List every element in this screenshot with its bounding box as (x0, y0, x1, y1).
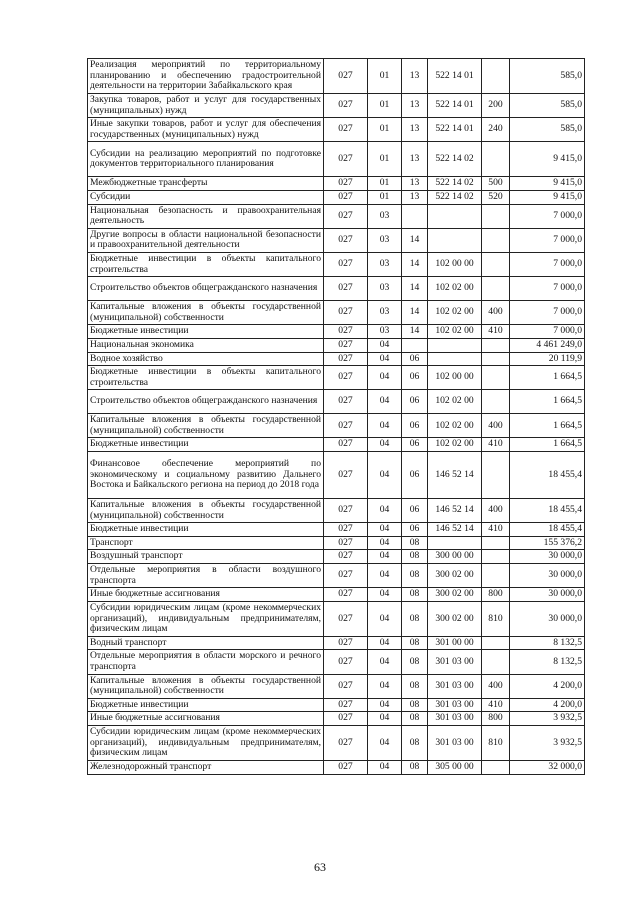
cell-amount: 20 119,9 (510, 352, 585, 366)
cell-name: Бюджетные инвестиции (88, 523, 324, 537)
cell-expense-type: 800 (482, 588, 510, 602)
cell-grbs: 027 (324, 725, 368, 760)
cell-section: 03 (368, 204, 402, 228)
cell-section: 04 (368, 725, 402, 760)
cell-grbs: 027 (324, 142, 368, 177)
cell-subsection: 13 (402, 142, 428, 177)
cell-amount: 585,0 (510, 59, 585, 94)
cell-grbs: 027 (324, 190, 368, 204)
cell-target-article (428, 338, 482, 352)
cell-grbs: 027 (324, 414, 368, 438)
cell-name: Реализация мероприятий по территориальному планированию и обеспечению градостроительной деятельности на территории Забайкальского края (88, 59, 324, 94)
cell-amount: 7 000,0 (510, 252, 585, 276)
cell-section: 04 (368, 438, 402, 452)
cell-amount: 7 000,0 (510, 204, 585, 228)
cell-amount: 30 000,0 (510, 601, 585, 636)
cell-name: Водное хозяйство (88, 352, 324, 366)
cell-expense-type (482, 564, 510, 588)
cell-name: Субсидии юридическим лицам (кроме некоммерческих организаций), индивидуальным предпринимателям, физическим лицам (88, 601, 324, 636)
cell-name: Капитальные вложения в объекты государственной (муниципальной) собственности (88, 301, 324, 325)
cell-grbs: 027 (324, 277, 368, 301)
table-row (88, 636, 585, 650)
table-row (88, 118, 585, 142)
cell-target-article: 102 02 00 (428, 414, 482, 438)
cell-grbs: 027 (324, 650, 368, 674)
cell-amount: 3 932,5 (510, 712, 585, 726)
cell-target-article: 146 52 14 (428, 499, 482, 523)
table-row (88, 452, 585, 499)
table-row (88, 650, 585, 674)
cell-grbs: 027 (324, 366, 368, 390)
cell-target-article: 102 02 00 (428, 438, 482, 452)
cell-subsection: 06 (402, 366, 428, 390)
page-number: 63 (314, 860, 326, 874)
cell-amount: 155 376,2 (510, 536, 585, 550)
cell-grbs: 027 (324, 59, 368, 94)
cell-expense-type: 810 (482, 601, 510, 636)
cell-name: Бюджетные инвестиции в объекты капитального строительства (88, 366, 324, 390)
cell-grbs: 027 (324, 228, 368, 252)
cell-grbs: 027 (324, 118, 368, 142)
cell-grbs: 027 (324, 588, 368, 602)
cell-grbs: 027 (324, 674, 368, 698)
cell-subsection: 13 (402, 177, 428, 191)
cell-expense-type: 410 (482, 523, 510, 537)
cell-section: 01 (368, 142, 402, 177)
cell-subsection: 14 (402, 301, 428, 325)
cell-section: 04 (368, 698, 402, 712)
cell-expense-type: 400 (482, 414, 510, 438)
table-row (88, 301, 585, 325)
cell-expense-type: 520 (482, 190, 510, 204)
cell-name: Национальная безопасность и правоохранительная деятельность (88, 204, 324, 228)
cell-grbs: 027 (324, 252, 368, 276)
cell-target-article: 301 03 00 (428, 674, 482, 698)
cell-expense-type: 500 (482, 177, 510, 191)
cell-subsection: 08 (402, 674, 428, 698)
cell-amount: 1 664,5 (510, 414, 585, 438)
table-row (88, 674, 585, 698)
cell-section: 04 (368, 674, 402, 698)
cell-section: 04 (368, 536, 402, 550)
cell-amount: 585,0 (510, 118, 585, 142)
table-row (88, 725, 585, 760)
cell-name: Бюджетные инвестиции (88, 325, 324, 339)
cell-name: Капитальные вложения в объекты государственной (муниципальной) собственности (88, 674, 324, 698)
cell-amount: 30 000,0 (510, 588, 585, 602)
cell-target-article (428, 228, 482, 252)
cell-name: Железнодорожный транспорт (88, 760, 324, 774)
table-row (88, 760, 585, 774)
cell-subsection: 08 (402, 601, 428, 636)
cell-grbs: 027 (324, 452, 368, 499)
cell-target-article: 300 02 00 (428, 601, 482, 636)
cell-expense-type (482, 59, 510, 94)
cell-target-article: 102 02 00 (428, 301, 482, 325)
cell-target-article: 146 52 14 (428, 452, 482, 499)
cell-name: Межбюджетные трансферты (88, 177, 324, 191)
cell-name: Строительство объектов общегражданского назначения (88, 390, 324, 414)
cell-section: 04 (368, 636, 402, 650)
cell-amount: 585,0 (510, 94, 585, 118)
table-row (88, 190, 585, 204)
cell-subsection: 08 (402, 636, 428, 650)
cell-section: 04 (368, 452, 402, 499)
cell-subsection (402, 338, 428, 352)
table-row (88, 414, 585, 438)
cell-section: 03 (368, 252, 402, 276)
cell-target-article: 301 03 00 (428, 698, 482, 712)
table-row (88, 499, 585, 523)
cell-section: 04 (368, 601, 402, 636)
cell-subsection: 06 (402, 523, 428, 537)
table-row (88, 564, 585, 588)
table-row (88, 352, 585, 366)
cell-subsection: 06 (402, 414, 428, 438)
table-body (88, 59, 585, 775)
cell-amount: 7 000,0 (510, 228, 585, 252)
table-row (88, 94, 585, 118)
cell-subsection: 14 (402, 252, 428, 276)
cell-grbs: 027 (324, 301, 368, 325)
cell-amount: 30 000,0 (510, 564, 585, 588)
cell-target-article: 522 14 01 (428, 94, 482, 118)
cell-expense-type (482, 390, 510, 414)
table-row (88, 536, 585, 550)
table-row (88, 712, 585, 726)
cell-name: Бюджетные инвестиции в объекты капитального строительства (88, 252, 324, 276)
cell-amount: 9 415,0 (510, 190, 585, 204)
cell-subsection: 13 (402, 59, 428, 94)
cell-subsection: 08 (402, 550, 428, 564)
cell-expense-type (482, 277, 510, 301)
cell-subsection: 13 (402, 118, 428, 142)
cell-expense-type (482, 650, 510, 674)
cell-name: Транспорт (88, 536, 324, 550)
cell-section: 01 (368, 94, 402, 118)
cell-name: Субсидии юридическим лицам (кроме некоммерческих организаций), индивидуальным предпринимателям, физическим лицам (88, 725, 324, 760)
cell-grbs: 027 (324, 636, 368, 650)
cell-expense-type: 810 (482, 725, 510, 760)
cell-section: 04 (368, 650, 402, 674)
cell-name: Воздушный транспорт (88, 550, 324, 564)
cell-target-article: 300 02 00 (428, 564, 482, 588)
cell-amount: 7 000,0 (510, 277, 585, 301)
cell-subsection: 08 (402, 712, 428, 726)
cell-target-article: 102 00 00 (428, 366, 482, 390)
cell-expense-type (482, 228, 510, 252)
cell-name: Субсидии на реализацию мероприятий по подготовке документов территориального планирования (88, 142, 324, 177)
cell-name: Капитальные вложения в объекты государственной (муниципальной) собственности (88, 499, 324, 523)
cell-target-article: 102 02 00 (428, 390, 482, 414)
cell-name: Иные бюджетные ассигнования (88, 712, 324, 726)
cell-expense-type (482, 636, 510, 650)
cell-subsection: 13 (402, 94, 428, 118)
cell-expense-type: 400 (482, 301, 510, 325)
cell-name: Национальная экономика (88, 338, 324, 352)
table-row (88, 550, 585, 564)
cell-grbs: 027 (324, 338, 368, 352)
cell-target-article: 522 14 02 (428, 142, 482, 177)
cell-amount: 9 415,0 (510, 177, 585, 191)
cell-subsection: 13 (402, 190, 428, 204)
table-row (88, 698, 585, 712)
cell-name: Бюджетные инвестиции (88, 438, 324, 452)
cell-subsection: 06 (402, 352, 428, 366)
cell-subsection: 08 (402, 588, 428, 602)
cell-name: Финансовое обеспечение мероприятий по экономическому и социальному развитию Дальнего Востока и Байкальского региона на период до 2018 года (88, 452, 324, 499)
cell-amount: 4 200,0 (510, 674, 585, 698)
cell-target-article: 102 02 00 (428, 277, 482, 301)
cell-grbs: 027 (324, 438, 368, 452)
cell-subsection: 06 (402, 390, 428, 414)
cell-target-article: 300 02 00 (428, 588, 482, 602)
table-row (88, 438, 585, 452)
table-row (88, 325, 585, 339)
cell-section: 04 (368, 550, 402, 564)
cell-name: Бюджетные инвестиции (88, 698, 324, 712)
cell-section: 04 (368, 760, 402, 774)
cell-name: Субсидии (88, 190, 324, 204)
cell-section: 01 (368, 118, 402, 142)
cell-expense-type: 200 (482, 94, 510, 118)
cell-target-article: 522 14 02 (428, 177, 482, 191)
cell-name: Отдельные мероприятия в области воздушного транспорта (88, 564, 324, 588)
cell-target-article: 102 02 00 (428, 325, 482, 339)
table-row (88, 59, 585, 94)
cell-expense-type (482, 760, 510, 774)
cell-section: 04 (368, 366, 402, 390)
cell-subsection: 06 (402, 499, 428, 523)
cell-subsection: 08 (402, 698, 428, 712)
cell-subsection: 06 (402, 438, 428, 452)
cell-grbs: 027 (324, 523, 368, 537)
cell-expense-type (482, 338, 510, 352)
cell-grbs: 027 (324, 499, 368, 523)
cell-expense-type: 400 (482, 674, 510, 698)
cell-subsection: 08 (402, 650, 428, 674)
cell-amount: 3 932,5 (510, 725, 585, 760)
cell-amount: 4 461 249,0 (510, 338, 585, 352)
cell-section: 04 (368, 588, 402, 602)
cell-expense-type (482, 550, 510, 564)
cell-section: 04 (368, 564, 402, 588)
cell-grbs: 027 (324, 325, 368, 339)
cell-target-article: 102 00 00 (428, 252, 482, 276)
cell-grbs: 027 (324, 698, 368, 712)
cell-target-article: 522 14 02 (428, 190, 482, 204)
cell-grbs: 027 (324, 712, 368, 726)
cell-name: Другие вопросы в области национальной безопасности и правоохранительной деятельности (88, 228, 324, 252)
cell-section: 01 (368, 190, 402, 204)
cell-expense-type: 410 (482, 325, 510, 339)
cell-amount: 7 000,0 (510, 301, 585, 325)
cell-target-article: 301 03 00 (428, 725, 482, 760)
cell-name: Строительство объектов общегражданского назначения (88, 277, 324, 301)
cell-target-article: 301 03 00 (428, 712, 482, 726)
table-row (88, 177, 585, 191)
cell-subsection: 14 (402, 325, 428, 339)
cell-amount: 30 000,0 (510, 550, 585, 564)
cell-target-article: 305 00 00 (428, 760, 482, 774)
cell-grbs: 027 (324, 601, 368, 636)
cell-name: Капитальные вложения в объекты государственной (муниципальной) собственности (88, 414, 324, 438)
cell-subsection (402, 204, 428, 228)
cell-name: Иные закупки товаров, работ и услуг для обеспечения государственных (муниципальных) нужд (88, 118, 324, 142)
cell-target-article: 146 52 14 (428, 523, 482, 537)
cell-subsection: 08 (402, 536, 428, 550)
table-row (88, 142, 585, 177)
cell-subsection: 14 (402, 277, 428, 301)
cell-expense-type (482, 452, 510, 499)
table-row (88, 523, 585, 537)
cell-section: 03 (368, 325, 402, 339)
table-row (88, 252, 585, 276)
cell-target-article: 522 14 01 (428, 118, 482, 142)
cell-expense-type (482, 204, 510, 228)
cell-section: 01 (368, 177, 402, 191)
cell-section: 04 (368, 499, 402, 523)
cell-expense-type: 410 (482, 698, 510, 712)
cell-amount: 9 415,0 (510, 142, 585, 177)
cell-name: Отдельные мероприятия в области морского и речного транспорта (88, 650, 324, 674)
cell-target-article (428, 536, 482, 550)
cell-amount: 32 000,0 (510, 760, 585, 774)
cell-expense-type (482, 352, 510, 366)
table-row (88, 366, 585, 390)
cell-target-article: 300 00 00 (428, 550, 482, 564)
table-row (88, 588, 585, 602)
cell-subsection: 14 (402, 228, 428, 252)
cell-section: 04 (368, 338, 402, 352)
cell-expense-type (482, 142, 510, 177)
cell-grbs: 027 (324, 550, 368, 564)
cell-grbs: 027 (324, 352, 368, 366)
table-row (88, 204, 585, 228)
cell-grbs: 027 (324, 564, 368, 588)
table-row (88, 338, 585, 352)
cell-expense-type: 400 (482, 499, 510, 523)
cell-target-article (428, 204, 482, 228)
cell-section: 04 (368, 712, 402, 726)
cell-target-article (428, 352, 482, 366)
cell-subsection: 08 (402, 760, 428, 774)
cell-section: 04 (368, 523, 402, 537)
cell-expense-type: 240 (482, 118, 510, 142)
cell-target-article: 522 14 01 (428, 59, 482, 94)
cell-expense-type: 410 (482, 438, 510, 452)
cell-grbs: 027 (324, 760, 368, 774)
cell-amount: 8 132,5 (510, 636, 585, 650)
cell-amount: 1 664,5 (510, 438, 585, 452)
cell-amount: 7 000,0 (510, 325, 585, 339)
cell-amount: 18 455,4 (510, 499, 585, 523)
budget-table (87, 58, 585, 775)
cell-section: 03 (368, 301, 402, 325)
table-row (88, 277, 585, 301)
cell-subsection: 08 (402, 564, 428, 588)
cell-expense-type (482, 252, 510, 276)
cell-section: 04 (368, 352, 402, 366)
cell-amount: 1 664,5 (510, 390, 585, 414)
cell-expense-type (482, 536, 510, 550)
cell-name: Иные бюджетные ассигнования (88, 588, 324, 602)
cell-amount: 18 455,4 (510, 452, 585, 499)
cell-section: 03 (368, 277, 402, 301)
cell-section: 03 (368, 228, 402, 252)
cell-amount: 8 132,5 (510, 650, 585, 674)
table-row (88, 601, 585, 636)
cell-grbs: 027 (324, 204, 368, 228)
cell-expense-type: 800 (482, 712, 510, 726)
cell-name: Водный транспорт (88, 636, 324, 650)
cell-grbs: 027 (324, 390, 368, 414)
cell-target-article: 301 00 00 (428, 636, 482, 650)
cell-name: Закупка товаров, работ и услуг для государственных (муниципальных) нужд (88, 94, 324, 118)
cell-subsection: 08 (402, 725, 428, 760)
cell-section: 04 (368, 414, 402, 438)
table-row (88, 228, 585, 252)
cell-section: 01 (368, 59, 402, 94)
cell-grbs: 027 (324, 94, 368, 118)
cell-grbs: 027 (324, 177, 368, 191)
cell-amount: 1 664,5 (510, 366, 585, 390)
cell-amount: 18 455,4 (510, 523, 585, 537)
cell-subsection: 06 (402, 452, 428, 499)
cell-amount: 4 200,0 (510, 698, 585, 712)
cell-grbs: 027 (324, 536, 368, 550)
cell-target-article: 301 03 00 (428, 650, 482, 674)
cell-section: 04 (368, 390, 402, 414)
cell-expense-type (482, 366, 510, 390)
table-row (88, 390, 585, 414)
